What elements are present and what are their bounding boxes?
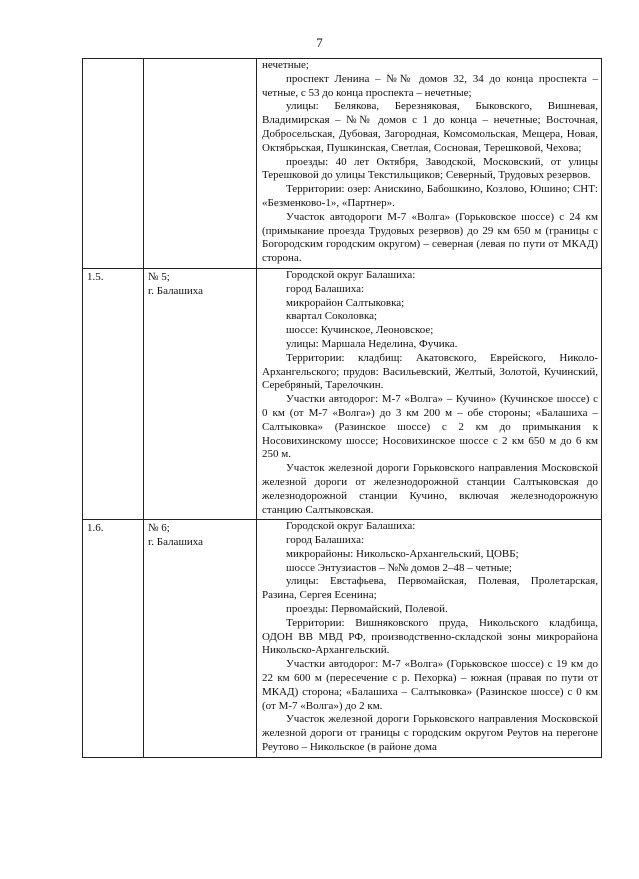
- description-paragraph: улицы: Евстафьева, Первомайская, Полевая, Пролетарская, Разина, Сергея Есенина;: [262, 575, 598, 602]
- district-line: г. Балашиха: [148, 536, 204, 549]
- description-paragraph: Территории: озер: Анискино, Бабошкино, Козлово, Юшино; СНТ: «Безменково-1», «Партнер».: [262, 183, 598, 209]
- row-number: 1.5.: [83, 268, 144, 519]
- description-paragraph: Участок железной дороги Горьковского направления Московской железной дороги от границы с городским округом Реутов на перегоне Реутово – Никольское (в районе дома: [262, 713, 598, 754]
- district-line: № 5;: [148, 270, 170, 283]
- description-paragraph: город Балашиха:: [286, 282, 365, 295]
- table-row: [83, 59, 602, 269]
- row-number: 1.6.: [83, 520, 144, 758]
- description-paragraph: улицы: Белякова, Березняковая, Быковского, Вишневая, Владимирская – №№ домов с 1 до конца – нечетные; Восточная, Добросельская, Дубовая, Загородная, Комсомольская, Мещера, Новая, Октябрьская, Пушкинская, Светлая, Сосновая, Терешковой, Чехова;: [262, 100, 598, 154]
- district-line: № 6;: [148, 522, 170, 535]
- description-paragraph: Территории: кладбищ: Акатовского, Еврейского, Николо-Архангельского; прудов: Васильевский, Желтый, Золотой, Кучинский, Серебряный, Тарелочкин.: [262, 351, 598, 392]
- description-paragraph: микрорайон Салтыковка;: [286, 296, 405, 309]
- description-paragraph: нечетные;: [262, 59, 309, 71]
- description-paragraph: Территории: Вишняковского пруда, Никольского кладбища, ОДОН ВВ МВД РФ, производственно-складской зоны микрорайона Никольско-Архангельский.: [262, 616, 598, 657]
- district-cell: [144, 520, 257, 758]
- description-paragraph: проезды: 40 лет Октября, Заводской, Московский, от улицы Терешковой до улицы Текстильщиков; Северный, Трудовых резервов.: [262, 155, 598, 182]
- page-number: 7: [316, 35, 323, 50]
- row-number: [83, 59, 144, 269]
- district-cell: [144, 59, 257, 269]
- description-paragraph: Городской округ Балашиха:: [286, 520, 416, 533]
- territory-description: [257, 520, 602, 758]
- territory-description: [257, 268, 602, 519]
- table-row: [83, 268, 602, 519]
- table-row: [83, 520, 602, 758]
- district-line: г. Балашиха: [148, 284, 204, 297]
- district-cell: [144, 268, 257, 519]
- description-paragraph: квартал Соколовка;: [286, 310, 378, 323]
- description-paragraph: Участки автодорог: М-7 «Волга» (Горьковское шоссе) с 19 км до 22 км 600 м (пересечение с р. Пехорка) – южная (правая по пути от МКАД) сторона; «Балашиха – Салтыковка» (Разинское шоссе) с 0 км (от М-7 «Волга») до 2 км.: [262, 658, 598, 712]
- description-paragraph: Участок железной дороги Горьковского направления Московской железной дороги от железнодорожной станции Салтыковская до железнодорожной станции Кучино, включая железнодорожную станцию Салтыковская.: [262, 462, 598, 516]
- description-paragraph: улицы: Маршала Неделина, Фучика.: [286, 337, 458, 350]
- description-paragraph: город Балашиха:: [286, 534, 365, 547]
- description-paragraph: шоссе Энтузиастов – №№ домов 2–48 – четные;: [286, 561, 512, 574]
- description-paragraph: проспект Ленина – №№ домов 32, 34 до конца проспекта – четные, с 53 до конца проспекта – нечетные;: [262, 72, 598, 99]
- description-paragraph: Участки автодорог: М-7 «Волга» – Кучино» (Кучинское шоссе) с 0 км (от М-7 «Волга») до 3 км 200 м – обе стороны; «Балашиха – Салтыковка» (Разинское шоссе) с 2 км до примыкания к Носовихинскому шоссе; Носовихинское шоссе с 2 км 650 м до 6 км 250 м.: [262, 393, 598, 461]
- territory-description: [257, 59, 602, 269]
- districts-table: [82, 58, 602, 758]
- description-paragraph: проезды: Первомайский, Полевой.: [286, 603, 448, 616]
- description-paragraph: шоссе: Кучинское, Леоновское;: [286, 324, 434, 337]
- description-paragraph: Участок автодороги М-7 «Волга» (Горьковское шоссе) с 24 км (примыкание проезда Трудовых резервов) до 29 км 650 м (границы с Богородским городским округом) – северная (левая по пути от МКАД) сторона.: [262, 210, 598, 265]
- description-paragraph: микрорайоны: Никольско-Архангельский, ЦОВБ;: [286, 547, 519, 560]
- description-paragraph: Городской округ Балашиха:: [286, 268, 416, 281]
